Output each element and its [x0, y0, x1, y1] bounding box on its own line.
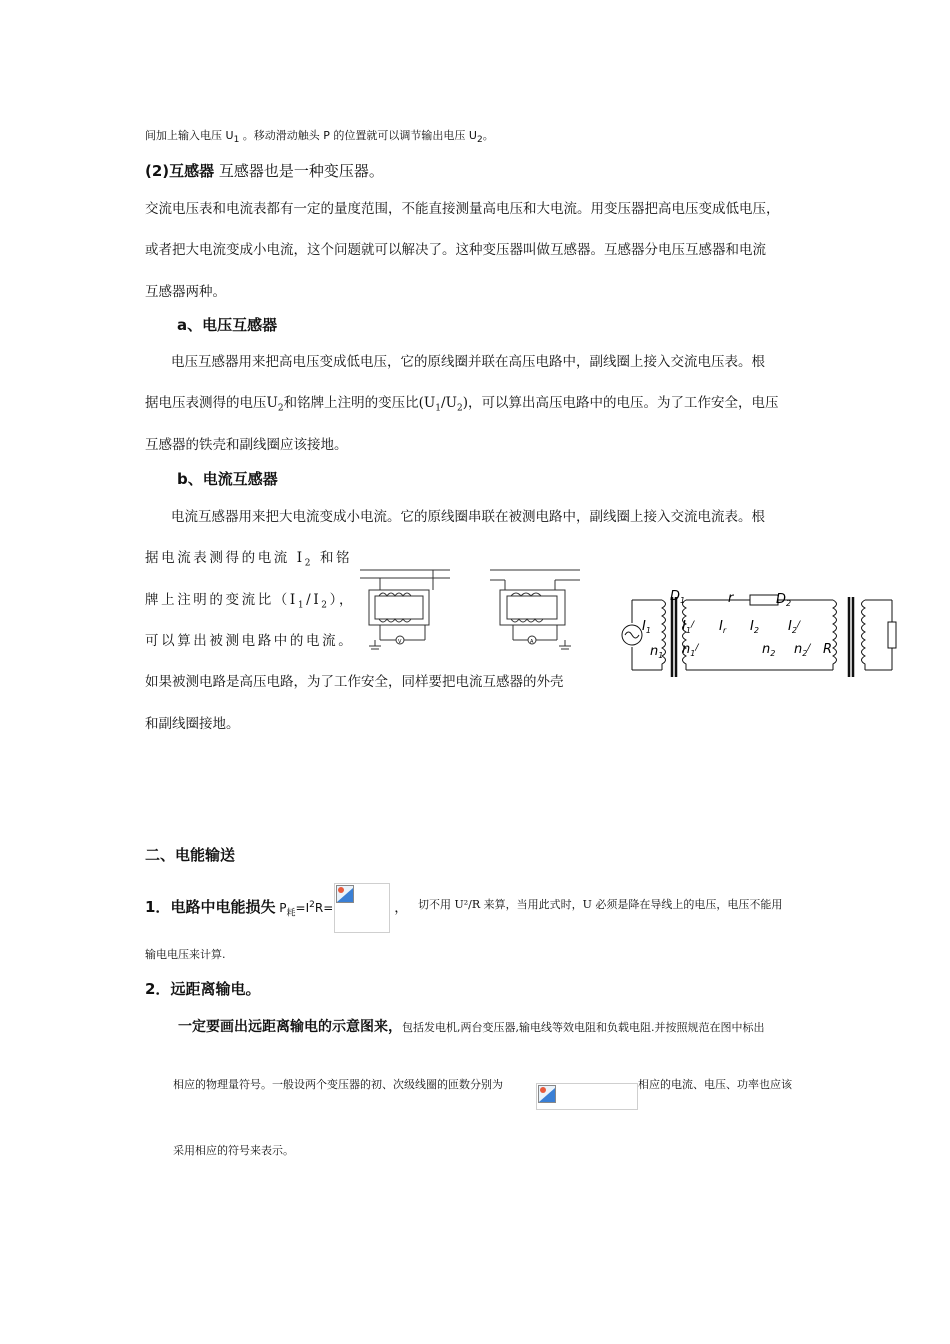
para-voltage-line1: 电压互感器用来把高电压变成低电压，它的原线圈并联在高压电路中，副线圈上接入交流电压表。根	[171, 354, 765, 370]
item1-title: 电路中电能损失	[170, 898, 276, 916]
broken-image-formula	[334, 883, 390, 933]
transformer-sketch-figure	[355, 560, 585, 655]
subscript: 2	[456, 403, 463, 414]
power-transmission-diagram	[620, 585, 910, 680]
core-frame	[369, 590, 429, 625]
item1-line	[145, 880, 408, 930]
text: 牌上注明的变流比（I	[145, 592, 298, 608]
label-D1: $D_1$	[670, 589, 686, 605]
para-voltage-line3: 互感器的铁壳和副线圈应该接地。	[145, 437, 348, 453]
item1-note2: 输电电压来计算.	[145, 948, 226, 961]
text: =I	[295, 901, 310, 915]
ac-wave	[625, 632, 639, 638]
subscript: 2	[277, 403, 284, 414]
subheading-current-transformer: b、电流互感器	[177, 470, 278, 488]
label-D2: $D_2$	[776, 592, 792, 608]
subscript: 2	[304, 558, 314, 569]
label-n1: $n_1$	[650, 644, 664, 660]
text: 包括发电机,两台变压器,输电线等效电阻和负载电阻.并按照规范在图中标出	[402, 1021, 765, 1034]
text: 和铭	[313, 550, 353, 566]
emphasis-text: 一定要画出远距离输电的示意图来，	[178, 1019, 402, 1035]
text: 。移动滑动触头 P 的位置就可以调节输出电压 U	[239, 129, 477, 142]
text: R=	[314, 901, 334, 915]
label-I2: $I_2$	[750, 619, 759, 635]
label-I1-prime: $I_1^/$	[682, 619, 694, 635]
subscript: 1	[233, 135, 240, 146]
text: ，	[394, 900, 408, 916]
text: 。	[482, 129, 494, 142]
label-I1: $I_1$	[642, 619, 651, 635]
heading-mutual-inductor	[145, 162, 384, 180]
item2-number: 2．	[145, 980, 171, 998]
core-frame	[500, 590, 565, 625]
image-placeholder-icon	[538, 1085, 556, 1103]
item1-formula	[275, 900, 334, 919]
text: 据电压表测得的电压U	[145, 395, 278, 411]
para-current-line4: 可以算出被测电路中的电流。	[145, 633, 355, 649]
subscript: 2	[321, 600, 330, 611]
text: 据电流表测得的电流 I	[145, 550, 305, 566]
item2-title: 远距离输电。	[170, 980, 261, 998]
text: ），	[329, 592, 356, 608]
para-final-line3: 采用相应的符号来表示。	[173, 1144, 294, 1157]
line-resistor	[750, 595, 778, 605]
stepup-secondary-coil	[683, 600, 687, 670]
section-heading-power-transmission: 二、电能输送	[145, 846, 236, 864]
image-placeholder-icon	[336, 885, 354, 903]
para-final-line1	[178, 1018, 765, 1037]
superscript: 2	[309, 900, 315, 910]
para-current-line2	[145, 549, 352, 573]
label-R: R	[823, 642, 833, 657]
ammeter-label: A	[530, 639, 534, 645]
text: )，可以算出高压电路中的电压。为了工作安全，电压	[462, 395, 779, 411]
para-intro-line1: 交流电压表和电流表都有一定的量度范围，不能直接测量高电压和大电流。用变压器把高电压变成低电压，	[145, 201, 780, 217]
text: /I	[306, 592, 322, 608]
subscript: 1	[297, 600, 307, 611]
label-n2: $n_2$	[762, 642, 776, 658]
stepdown-primary-coil	[833, 600, 837, 670]
stepdown-secondary-coil	[862, 600, 866, 670]
para-final-line2	[173, 1076, 503, 1094]
para-voltage-line2	[145, 394, 778, 418]
item1-note: 切不用 U²/R 来算，当用此式时，U 必须是降在导线上的电压，电压不能用	[418, 898, 783, 911]
label-Ir: $I_r$	[719, 619, 727, 635]
label-n1-prime: $n_1^/$	[682, 642, 699, 658]
text: P	[275, 901, 287, 915]
label-r: r	[728, 591, 734, 606]
subheading-voltage-transformer: a、电压互感器	[177, 316, 278, 334]
heading-label: (2)互感器	[145, 162, 215, 180]
para-final-line2-end: 相应的电流、电压、功率也应该	[638, 1078, 792, 1091]
label-n2-prime: $n_2^/$	[794, 642, 811, 658]
para-current-line1: 电流互感器用来把大电流变成小电流。它的原线圈串联在被测电路中，副线圈上接入交流电流表。根	[171, 509, 765, 525]
para-input-voltage	[145, 127, 494, 149]
para-intro-line2: 或者把大电流变成小电流，这个问题就可以解决了。这种变压器叫做互感器。互感器分电压互感器和电流	[145, 242, 766, 258]
text: /U	[441, 395, 457, 411]
subscript: 2	[476, 135, 483, 146]
subscript: 1	[435, 403, 442, 414]
para-current-line5: 如果被测电路是高压电路，为了工作安全，同样要把电流互感器的外壳	[145, 674, 564, 690]
broken-image-turns	[536, 1083, 638, 1110]
item2-line	[145, 980, 260, 998]
item1-number: 1．	[145, 898, 171, 916]
heading-text: 互感器也是一种变压器。	[214, 162, 384, 180]
para-intro-line3: 互感器两种。	[145, 284, 226, 300]
para-current-line6: 和副线圈接地。	[145, 716, 240, 732]
subscript: 耗	[286, 908, 296, 919]
voltmeter-label: V	[398, 639, 402, 645]
label-I2-prime: $I_2^/$	[788, 619, 800, 635]
text: 和铭牌上注明的变压比(U	[283, 395, 436, 411]
para-current-line3	[145, 591, 355, 615]
load-resistor	[888, 622, 896, 648]
text: 相应的物理量符号。一般设两个变压器的初、次级线圈的匝数分别为	[173, 1078, 503, 1091]
text: 间加上输入电压 U	[145, 129, 234, 142]
